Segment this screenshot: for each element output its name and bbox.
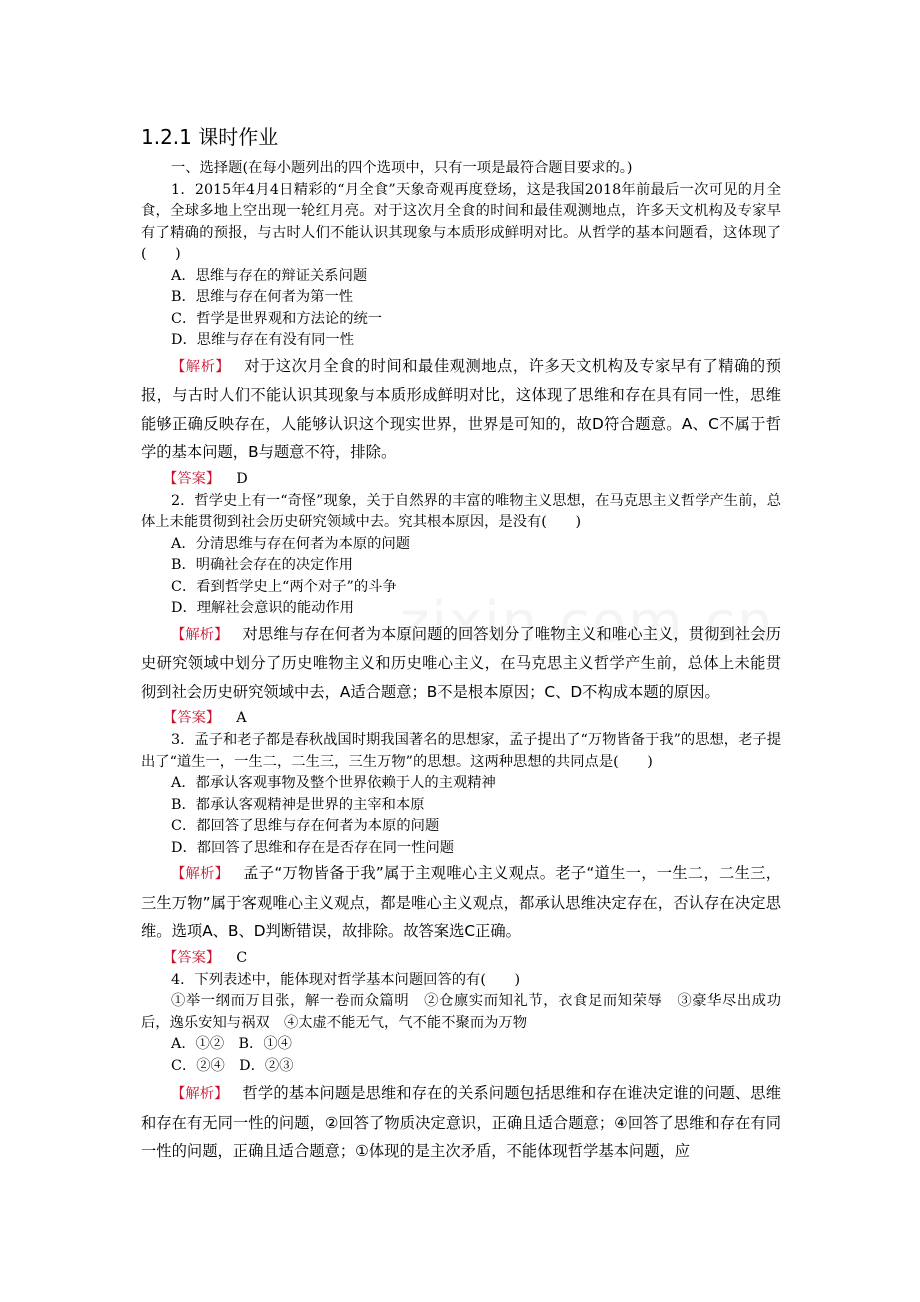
answer-line (141, 946, 781, 970)
answer-label: 【答案】 (163, 949, 221, 966)
analysis-text: 孟子“万物皆备于我”属于主观唯心主义观点。老子“道生一，一生二，二生三，三生万物”属于客观唯心主义观点，都是唯心主义观点，都承认思维决定存在，否认存在决定思维。选项A、B、D判断错误，故排除。故答案选C正确。 (141, 864, 782, 940)
analysis-paragraph (141, 1079, 781, 1166)
analysis-text: 哲学的基本问题是思维和存在的关系问题包括思维和存在谁决定谁的问题、思维和存在有无同一性的问题，②回答了物质决定意识，正确且适合题意；④回答了思维和存在有同一性的问题，正确且适合题意；①体现的是主次矛盾，不能体现哲学基本问题，应 (141, 1084, 781, 1160)
analysis-paragraph (141, 620, 781, 707)
page-title: 1.2.1 课时作业 (141, 125, 279, 149)
option-a: A．都承认客观事物及整个世界依赖于人的主观精神 (171, 775, 496, 791)
option-a: A．思维与存在的辩证关系问题 (171, 267, 368, 284)
option-c: C．哲学是世界观和方法论的统一 (171, 310, 383, 327)
answer-label: 【答案】 (163, 710, 221, 726)
answer-value: D (236, 470, 248, 487)
question-2 (141, 491, 781, 731)
option-d: D．理解社会意识的能动作用 (171, 600, 355, 616)
answer-value: A (236, 710, 247, 726)
question-1 (141, 180, 781, 491)
analysis-label: 【解析】 (171, 866, 230, 882)
answer-line (141, 706, 781, 730)
answer-value: C (236, 949, 248, 966)
option-b: B．思维与存在何者为第一性 (171, 289, 354, 305)
question-4 (141, 970, 781, 1166)
analysis-paragraph (141, 859, 781, 946)
option-row-ab: A．①② B．①④ (171, 1036, 292, 1052)
analysis-label: 【解析】 (171, 358, 231, 375)
question-stem: 1．2015年4月4日精彩的“月全食”天象奇观再度登场，这是我国2018年前最后一次可见的月全食，全球多地上空出现一轮红月亮。对于这次月全食的时间和最佳观测地点，许多天文机构及专家早有了精确的预报，与古时人们不能认识其现象与本质形成鲜明对比。从哲学的基本问题看，这体现了( ) (141, 181, 781, 262)
option-d: D．思维与存在有没有同一性 (171, 332, 355, 348)
option-d: D．都回答了思维和存在是否存在同一性问题 (171, 839, 455, 856)
section-heading: 一、选择题(在每小题列出的四个选项中，只有一项是最符合题目要求的。) (171, 160, 633, 176)
document-page (141, 122, 781, 1166)
option-b: B．明确社会存在的决定作用 (171, 557, 354, 573)
analysis-paragraph (141, 352, 781, 467)
answer-line (141, 467, 781, 491)
option-b: B．都承认客观精神是世界的主宰和本原 (171, 796, 425, 813)
question-statements: ①举一纲而万目张，解一卷而众篇明 ②仓廪实而知礼节，衣食足而知荣辱 ③豪华尽出成功后，逸乐安知与祸双 ④太虚不能无气，气不能不聚而为万物 (141, 993, 781, 1031)
analysis-text: 对于这次月全食的时间和最佳观测地点，许多天文机构及专家早有了精确的预报，与古时人们不能认识其现象与本质形成鲜明对比，这体现了思维和存在具有同一性，思维能够正确反映存在，人能够认识这个现实世界，世界是可知的，故D符合题意。A、C不属于哲学的基本问题，B与题意不符，排除。 (141, 356, 781, 461)
option-row-cd: C．②④ D．②③ (171, 1057, 294, 1074)
question-stem: 3．孟子和老子都是春秋战国时期我国著名的思想家，孟子提出了“万物皆备于我”的思想，老子提出了“道生一，一生二，二生三，三生万物”的思想。这两种思想的共同点是( ) (141, 732, 781, 770)
analysis-label: 【解析】 (171, 626, 229, 643)
analysis-text: 对思维与存在何者为本原问题的回答划分了唯物主义和唯心主义，贯彻到社会历史研究领域中划分了历史唯物主义和历史唯心主义，在马克思主义哲学产生前，总体上未能贯彻到社会历史研究领域中去，A适合题意；B不是根本原因；C、D不构成本题的原因。 (141, 624, 781, 701)
option-c: C．都回答了思维与存在何者为本原的问题 (171, 818, 440, 834)
analysis-label: 【解析】 (171, 1086, 229, 1102)
option-a: A．分清思维与存在何者为本原的问题 (171, 535, 411, 552)
option-c: C．看到哲学史上“两个对子”的斗争 (171, 578, 397, 595)
question-3 (141, 730, 781, 970)
answer-label: 【答案】 (163, 470, 221, 487)
question-stem: 4．下列表述中，能体现对哲学基本问题回答的有( ) (171, 971, 521, 988)
question-stem: 2．哲学史上有一“奇怪”现象，关于自然界的丰富的唯物主义思想，在马克思主义哲学产生前，总体上未能贯彻到社会历史研究领域中去。究其根本原因，是没有( ) (141, 492, 781, 530)
